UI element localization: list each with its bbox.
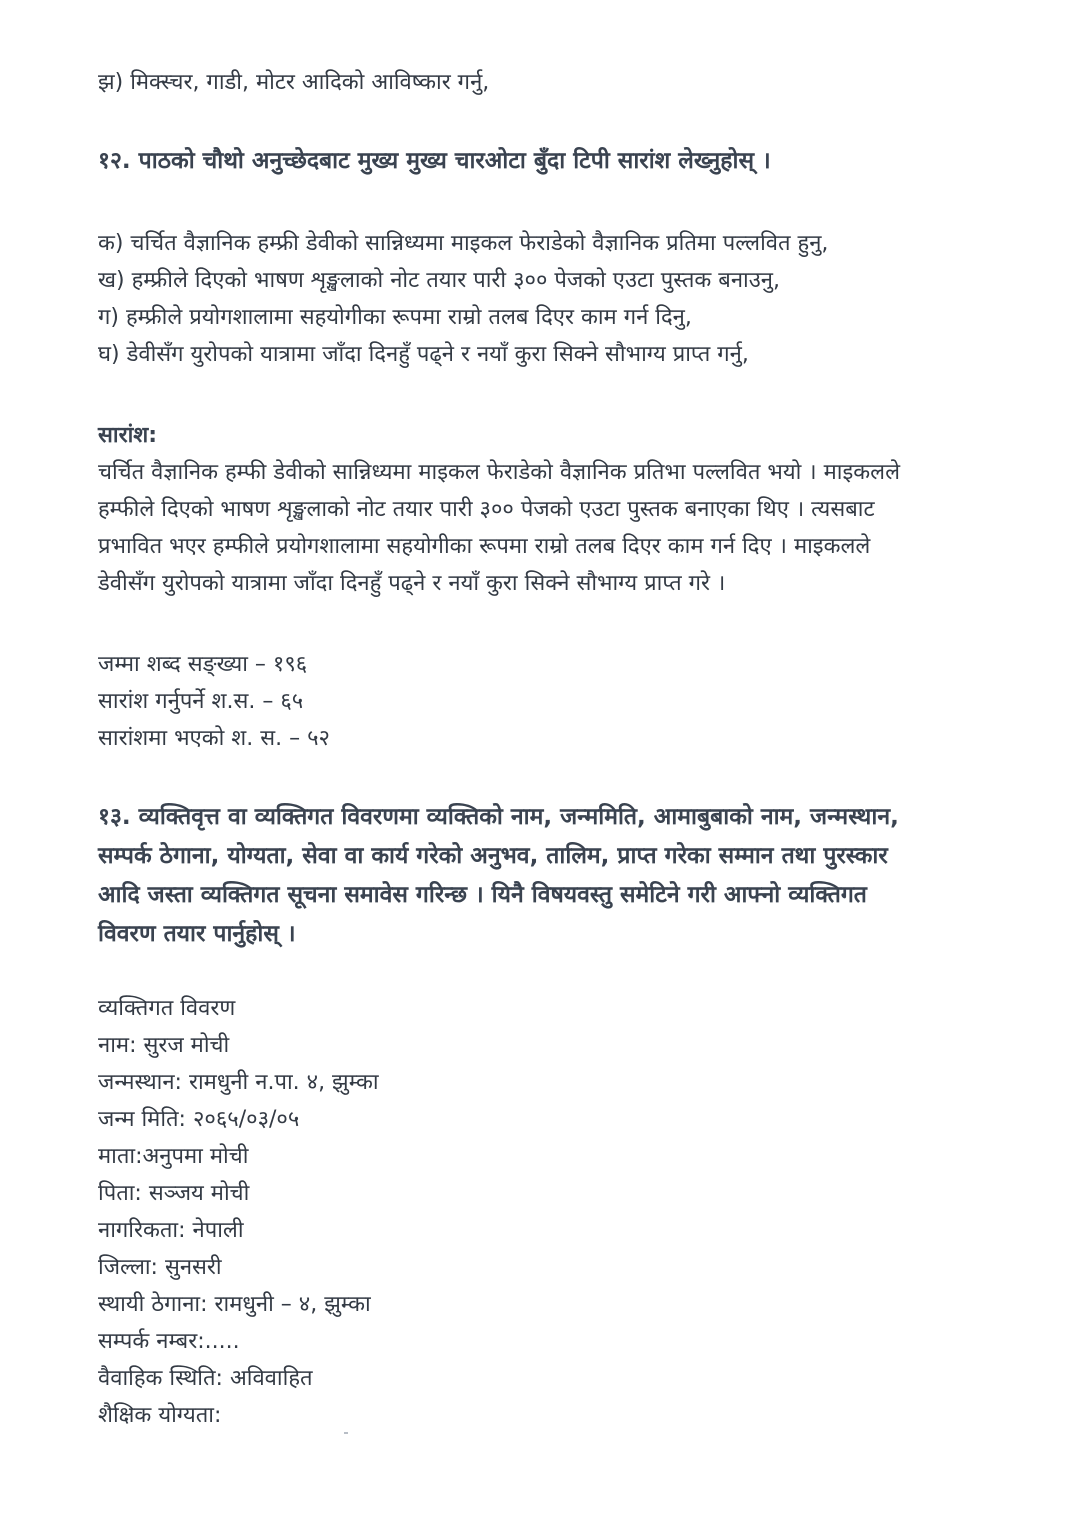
personal-details [98,990,1003,1434]
question-13-heading [98,798,1003,954]
list-item: ख) हम्फ्रीले दिएको भाषण शृङ्खलाको नोट तयार पारी ३०० पेजको एउटा पुस्तक बनाउनु, [98,268,781,293]
detail-name: नाम: सुरज मोची [98,1033,230,1058]
list-item: घ) डेवीसँग युरोपको यात्रामा जाँदा दिनहुँ पढ्ने र नयाँ कुरा सिक्ने सौभाग्य प्राप्त गर्नु, [98,342,749,367]
detail-father: पिता: सञ्जय मोची [98,1181,250,1206]
details-title: व्यक्तिगत विवरण [98,996,236,1021]
word-count-total: जम्मा शब्द सङ्ख्या – १९६ [98,652,308,677]
question-12-heading: १२. पाठको चौथो अनुच्छेदबाट मुख्य मुख्य चारओटा बुँदा टिपी सारांश लेख्नुहोस् । [98,148,771,174]
detail-education: शैक्षिक योग्यता: [98,1403,222,1428]
detail-citizenship: नागरिकता: नेपाली [98,1218,244,1243]
list-item: झ) मिक्स्चर, गाडी, मोटर आदिको आविष्कार गर्नु, [98,70,490,95]
heading-line: आदि जस्ता व्यक्तिगत सूचना समावेस गरिन्छ । यिनै विषयवस्तु समेटिने गरी आफ्नो व्यक्तिगत [98,882,867,908]
scan-speck [344,1432,348,1434]
summary-line: प्रभावित भएर हम्फीले प्रयोगशालामा सहयोगीका रूपमा राम्रो तलब दिएर काम गर्न दिए । माइकलले [98,534,871,559]
list-item: ग) हम्फ्रीले प्रयोगशालामा सहयोगीका रूपमा राम्रो तलब दिएर काम गर्न दिनु, [98,305,692,330]
summary-label: सारांश: [98,423,158,448]
question-12-points [98,225,1003,373]
summary-section [98,417,1003,602]
detail-contact-number: सम्पर्क नम्बर:..... [98,1329,240,1354]
heading-line: विवरण तयार पार्नुहोस् । [98,921,296,947]
detail-mother: माता:अनुपमा मोची [98,1144,249,1169]
heading-line: सम्पर्क ठेगाना, योग्यता, सेवा वा कार्य गरेको अनुभव, तालिम, प्राप्त गरेका सम्मान तथा पुरस्कार [98,843,888,869]
word-count-required: सारांश गर्नुपर्ने श.स. – ६५ [98,689,304,714]
list-item: क) चर्चित वैज्ञानिक हम्फ्री डेवीको सान्निध्यमा माइकल फेराडेको वैज्ञानिक प्रतिमा पल्लवित हुनु, [98,231,829,256]
detail-birthdate: जन्म मिति: २०६५/०३/०५ [98,1107,300,1132]
previous-answer-last-item [98,64,1003,101]
detail-permanent-address: स्थायी ठेगाना: रामधुनी – ४, झुम्का [98,1292,371,1317]
detail-birthplace: जन्मस्थान: रामधुनी न.पा. ४, झुम्का [98,1070,379,1095]
heading-line: १३. व्यक्तिवृत्त वा व्यक्तिगत विवरणमा व्यक्तिको नाम, जन्ममिति, आमाबुबाको नाम, जन्मस्थान, [98,804,899,830]
summary-line: हम्फीले दिएको भाषण शृङ्खलाको नोट तयार पारी ३०० पेजको एउटा पुस्तक बनाएका थिए । त्यसबाट [98,497,875,522]
summary-line: चर्चित वैज्ञानिक हम्फी डेवीको सान्निध्यमा माइकल फेराडेको वैज्ञानिक प्रतिभा पल्लवित भयो । माइकलले [98,460,901,485]
word-count-summary: सारांशमा भएको श. स. – ५२ [98,726,330,751]
summary-line: डेवीसँग युरोपको यात्रामा जाँदा दिनहुँ पढ्ने र नयाँ कुरा सिक्ने सौभाग्य प्राप्त गरे । [98,571,726,596]
detail-district: जिल्ला: सुनसरी [98,1255,222,1280]
detail-marital-status: वैवाहिक स्थिति: अविवाहित [98,1366,313,1391]
word-count-section [98,646,1003,757]
